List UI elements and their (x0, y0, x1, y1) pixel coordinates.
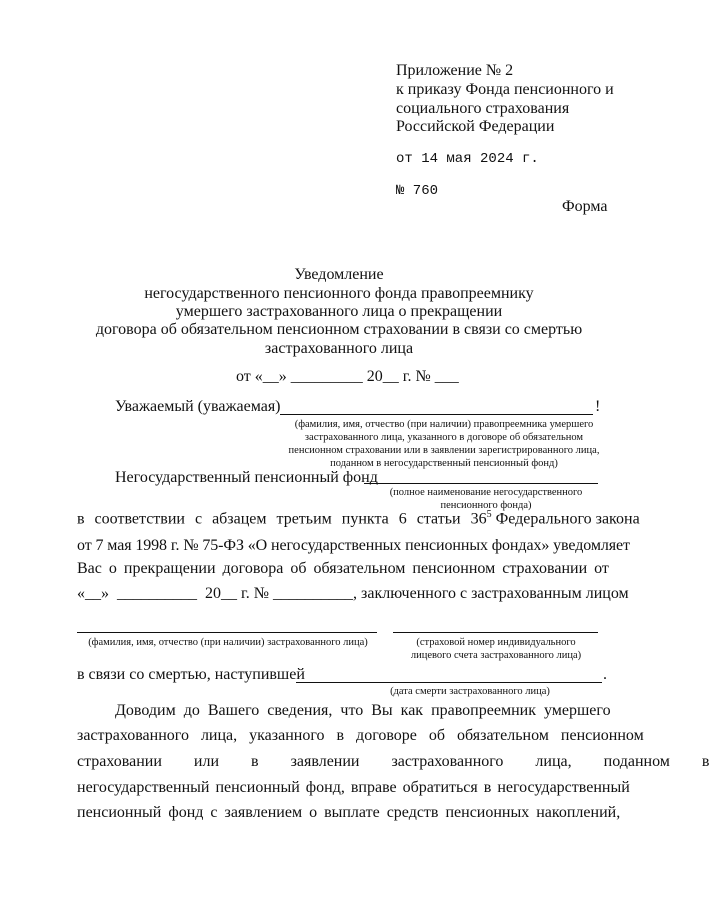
appendix-line-4: Российской Федерации (396, 118, 555, 135)
fund-blank (364, 483, 598, 484)
title-date-line: от «__» _________ 20__ г. № ___ (236, 368, 459, 385)
title-line-5: застрахованного лица (264, 340, 414, 357)
appendix-line-1: Приложение № 2 (396, 62, 514, 79)
appendix-line-2: к приказу Фонда пенсионного и (396, 81, 614, 98)
body-line-2: от 7 мая 1998 г. № 75-ФЗ «О негосударственных пенсионных фондах» уведомляет (77, 537, 630, 554)
body-line-1-text: в соответствии с абзацем третьим пункта 6 статьи 36 (77, 510, 487, 528)
salutation-caption: (фамилия, имя, отчество (при наличии) правопреемника умершего застрахованного лица, указанного в договоре об обязательном пенсионном страховании или в заявлении зарегистрированного лица, поданном в негосударственный пенсионный фонд) (288, 419, 600, 469)
insured-name-blank (77, 632, 377, 633)
paragraph-line-5: пенсионный фонд с заявлением о выплате средств пенсионных накоплений, (77, 804, 621, 821)
body-line-4: «__» __________ 20__ г. № __________, заключенного с застрахованным лицом (77, 585, 629, 602)
body-line-1-end: Федерального закона (491, 510, 640, 528)
salutation-blank (280, 414, 593, 415)
death-label: в связи со смертью, наступившей (77, 666, 305, 683)
form-label: Форма (562, 198, 608, 215)
fund-label: Негосударственный пенсионный фонд (115, 469, 378, 486)
appendix-number: № 760 (396, 183, 439, 199)
paragraph-line-3: страховании или в заявлении застрахованного лица, поданном в (77, 753, 709, 770)
paragraph-line-2: застрахованного лица, указанного в договоре об обязательном пенсионном (77, 727, 644, 744)
salutation-label: Уважаемый (уважаемая) (115, 398, 281, 415)
paragraph-line-4: негосударственный пенсионный фонд, вправе обратиться в негосударственный (77, 779, 630, 796)
salutation-exclamation: ! (595, 398, 601, 415)
title-line-4: договора об обязательном пенсионном страховании в связи со смертью (95, 321, 583, 338)
body-line-1-sup: 5 (486, 509, 492, 520)
fund-caption: (полное наименование негосударственного пенсионного фонда) (389, 487, 583, 511)
appendix-date: от 14 мая 2024 г. (396, 151, 539, 167)
body-line-1 (77, 509, 640, 528)
death-date-blank (296, 682, 602, 683)
title-line-3: умершего застрахованного лица о прекращении (175, 303, 503, 320)
death-caption: (дата смерти застрахованного лица) (390, 686, 550, 697)
snils-blank (393, 632, 598, 633)
death-end: . (603, 666, 607, 683)
snils-caption: (страховой номер индивидуального лицевого счета застрахованного лица) (410, 637, 582, 661)
title-line-1: Уведомление (294, 266, 384, 283)
paragraph-line-1: Доводим до Вашего сведения, что Вы как правопреемник умершего (115, 702, 611, 719)
title-line-2: негосударственного пенсионного фонда правопреемнику (144, 285, 534, 302)
appendix-line-3: социального страхования (396, 100, 570, 117)
body-line-3: Вас о прекращении договора об обязательном пенсионном страховании от (77, 560, 609, 577)
insured-name-caption: (фамилия, имя, отчество (при наличии) застрахованного лица) (88, 637, 368, 648)
